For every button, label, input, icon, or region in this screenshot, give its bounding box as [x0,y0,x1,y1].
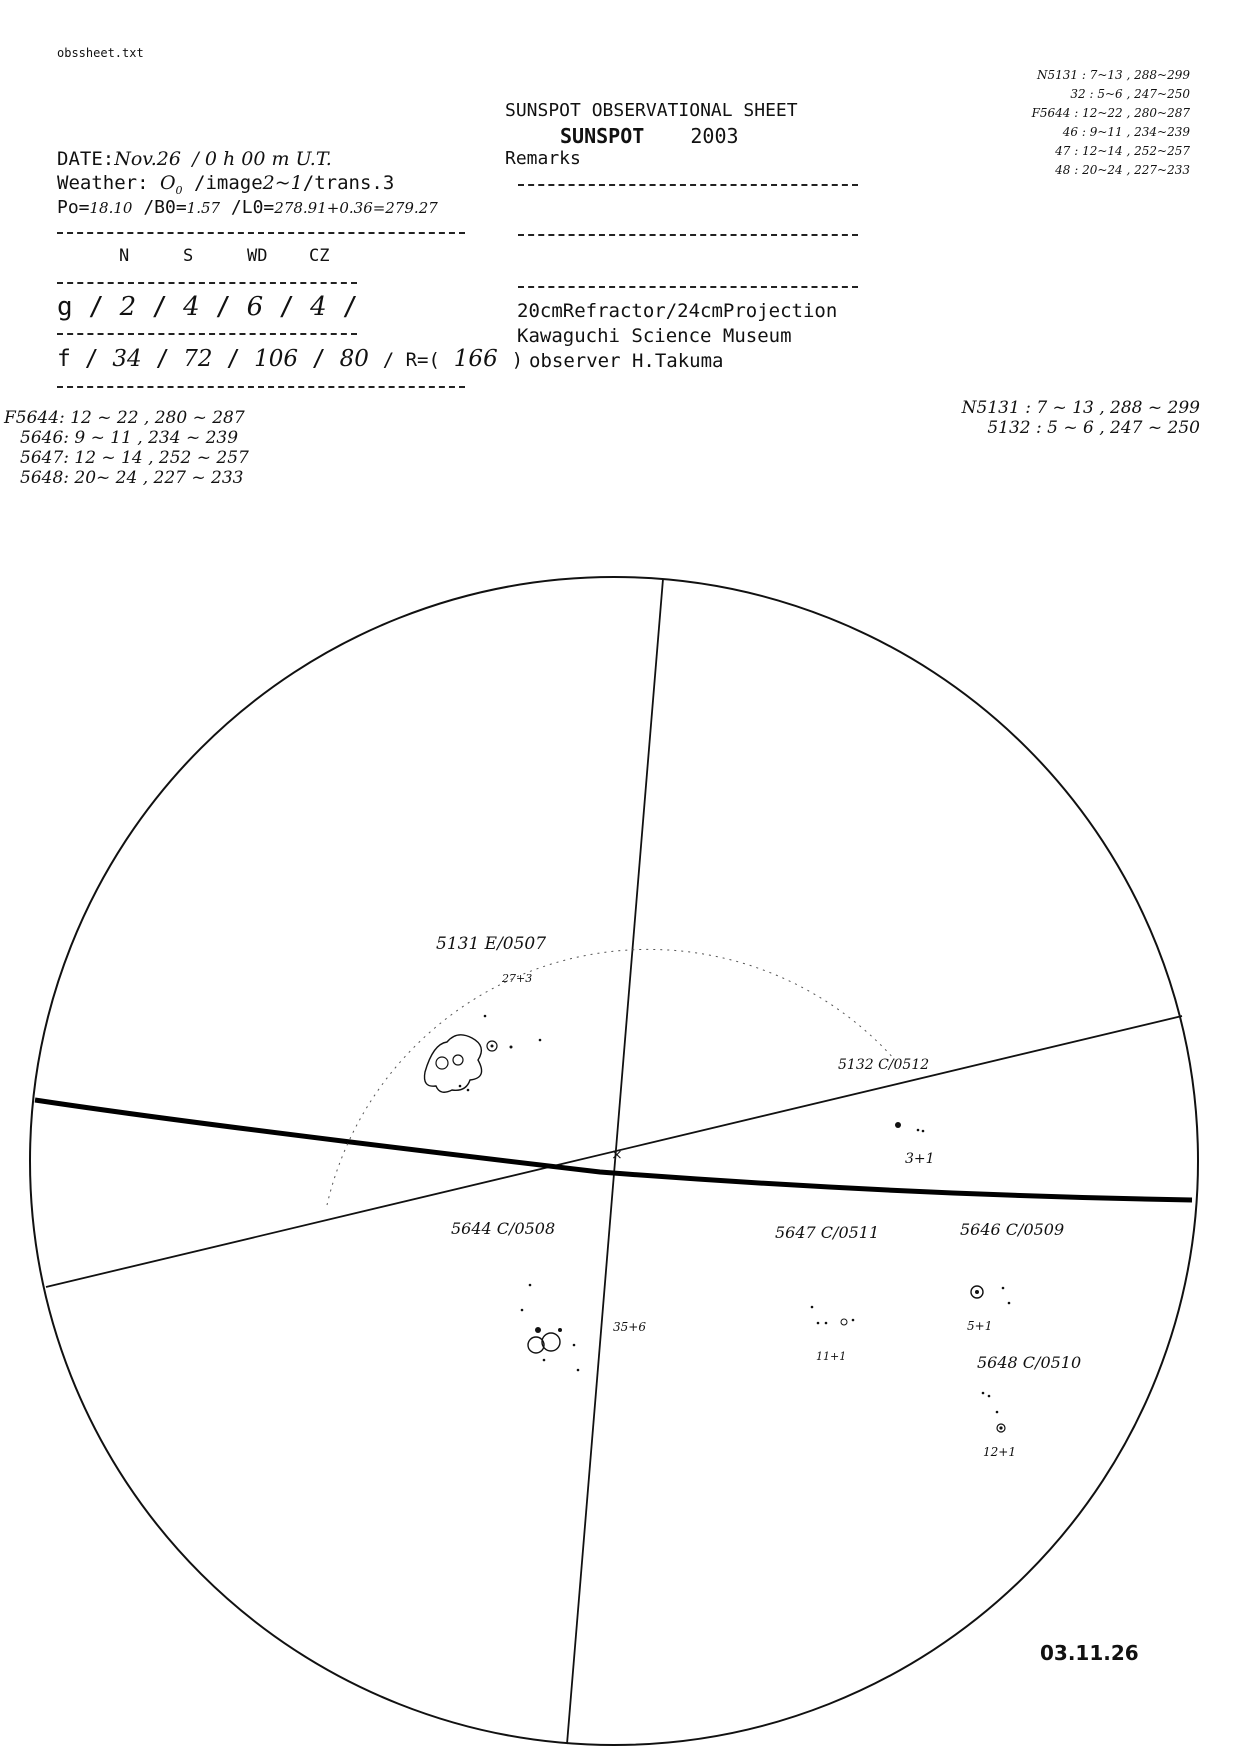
r-label: R=( [405,349,440,371]
col-cz: CZ [309,246,330,266]
g-wd: 6 [246,292,264,322]
note-line: 48 : 20~24 , 227~233 [1055,163,1190,177]
group-label-5648: 5648 C/0510 [977,1353,1082,1372]
spot-cluster-5648 [982,1392,1005,1432]
note-line: 47 : 12~14 , 252~257 [1055,144,1190,158]
r-close: ) [511,349,524,371]
spot-cluster-5132 [895,1122,924,1132]
note-line: 46 : 9~11 , 234~239 [1062,125,1190,139]
trans-value: 3 [382,172,395,194]
sheet-subtitle-text: SUNSPOT [560,124,645,148]
institution: Kawaguchi Science Museum [517,325,792,347]
g-row: g / 2 / 4 / 6 / 4 / [57,292,359,322]
g-n: 2 [119,292,137,322]
reference-arc [327,949,895,1205]
remarks-label: Remarks [505,148,581,169]
f-s: 72 [183,346,213,372]
date-value: Nov.26 [114,148,181,170]
p0-label: Po= [57,197,90,218]
group-label-5646: 5646 C/0509 [960,1220,1065,1239]
spot-cluster-5644 [521,1284,580,1372]
f-row-label: f [57,346,71,372]
b0-label: /B0= [143,197,187,218]
equipment: 20cmRefractor/24cmProjection [517,300,838,322]
note-line: N5131 : 7~13 , 288~299 [1037,68,1190,82]
weather-label: Weather: [57,172,149,194]
note-line: 32 : 5~6 , 247~250 [1070,87,1190,101]
f-wd: 106 [254,346,299,372]
group-label-5131: 5131 E/0507 [436,934,547,954]
b0-value: 1.57 [186,199,221,217]
group-count-5132: 3+1 [905,1151,935,1167]
group-label-5644: 5644 C/0508 [451,1219,556,1238]
group-count-5131: 27+3 [502,972,533,985]
time-value: / 0 h 00 m U.T. [192,148,332,170]
image-label: /image [194,172,263,194]
group-count-5646: 5+1 [967,1319,993,1333]
note-line: 5132 : 5 ~ 6 , 247 ~ 250 [987,418,1200,438]
note-line: N5131 : 7 ~ 13 , 288 ~ 299 [961,398,1200,418]
file-name: obssheet.txt [57,46,144,60]
r-value: 166 [453,346,498,372]
image-value: 2~1 [262,172,303,194]
weather-value: O [159,172,176,194]
observer: observer H.Takuma [529,350,724,372]
center-mark: × [611,1147,623,1163]
note-line: F5644: 12 ~ 22 , 280 ~ 287 [4,408,245,428]
note-line: 5647: 12 ~ 14 , 252 ~ 257 [20,448,249,468]
col-wd: WD [247,246,268,266]
p0-value: 18.10 [89,199,133,217]
note-line: 5646: 9 ~ 11 , 234 ~ 239 [20,428,239,448]
note-line: 5648: 20~ 24 , 227 ~ 233 [20,468,244,488]
sheet-title: SUNSPOT OBSERVATIONAL SHEET [505,100,798,121]
trans-label: /trans. [302,172,383,194]
g-cz: 4 [310,292,327,322]
f-row: f / 34 / 72 / 106 / 80 / R=( 166 ) [57,346,524,372]
note-line: F5644 : 12~22 , 280~287 [1031,106,1190,120]
date-stamp: 03.11.26 [1040,1641,1139,1665]
spot-cluster-5131 [424,1015,541,1093]
sheet-year: 2003 [690,124,739,148]
g-s: 4 [183,292,200,322]
group-count-5644: 35+6 [613,1320,646,1334]
g-row-label: g [57,292,73,322]
l0-value: 278.91+0.36=279.27 [274,199,438,217]
spot-cluster-5647 [811,1306,855,1325]
date-label: DATE: [57,148,115,170]
spot-cluster-5646 [971,1286,1010,1304]
f-n: 34 [112,346,142,372]
group-label-5647: 5647 C/0511 [775,1223,880,1242]
group-label-5132: 5132 C/0512 [838,1057,930,1073]
col-n: N [119,246,130,266]
group-count-5647: 11+1 [816,1350,847,1363]
f-cz: 80 [339,346,369,372]
col-s: S [183,246,194,266]
group-count-5648: 12+1 [983,1445,1016,1459]
l0-label: /L0= [230,197,275,218]
weather-sub: 0 [175,183,183,197]
